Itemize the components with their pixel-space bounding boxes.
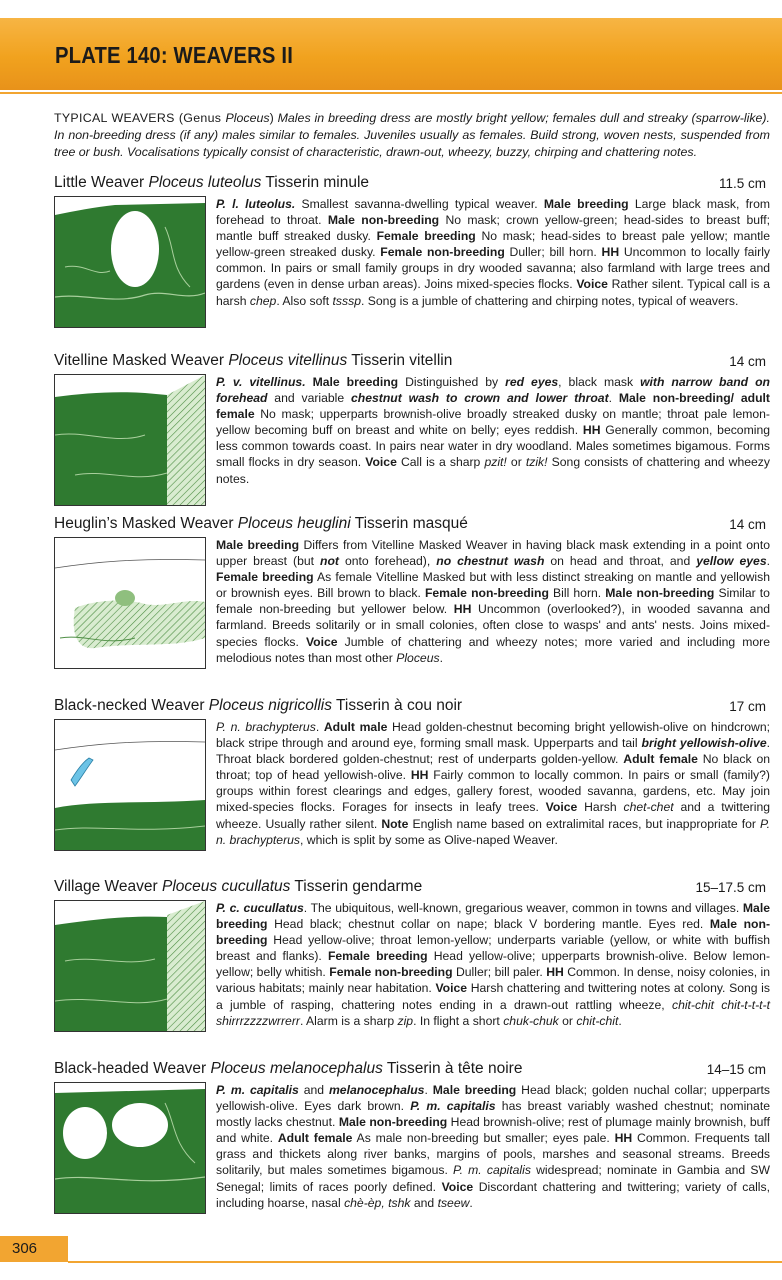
species-entry-vitelline-masked-weaver [54, 350, 770, 487]
description-segment: Voice [435, 981, 468, 996]
species-description [216, 374, 770, 487]
description-segment: HH [614, 1131, 633, 1146]
description-segment: Voice [576, 277, 608, 292]
description-segment: Head black; chestnut collar on nape; black V bordering mantle. Eyes red. [267, 917, 710, 932]
species-entry-village-weaver [54, 876, 770, 1029]
description-segment: No black on throat; top of head yellowish-olive. [216, 752, 770, 783]
species-header [54, 695, 770, 717]
species-header [54, 1058, 770, 1080]
description-segment: No mask; upperparts brownish-olive broadly streaked dusky on mantle; throat pale lemon-yellow becoming buff on breast and white on belly; eyes reddish. [216, 407, 770, 438]
species-size: 14 cm [729, 517, 766, 532]
species-header [54, 172, 770, 194]
description-segment: P. n. brachypterus [216, 720, 316, 734]
species-description [216, 1082, 770, 1211]
description-segment: Female non-breeding [329, 965, 453, 980]
description-segment: Adult female [623, 752, 698, 767]
description-segment: melanocephalus [328, 1083, 425, 1097]
description-segment: Duller; bill paler. [452, 965, 547, 980]
description-segment: . [424, 1083, 433, 1097]
species-description [216, 537, 770, 666]
description-segment: P. l. luteolus. [216, 197, 296, 211]
description-segment: yellow eyes [696, 554, 767, 569]
description-segment: Large black mask, from forehead to throat. [216, 197, 770, 228]
description-segment: As male non-breeding but smaller; eyes pale. [352, 1131, 615, 1146]
description-segment: Male breeding [216, 538, 300, 552]
range-map [54, 900, 206, 1032]
species-common-name: Heuglin’s Masked Weaver [54, 515, 234, 532]
description-segment: Jumble of chattering and wheezy notes; more varied and including more melodious notes than most other [216, 634, 771, 665]
species-french-name: Tisserin à cou noir [336, 697, 463, 714]
description-segment: tseew [437, 1195, 470, 1210]
description-segment: Female non-breeding [424, 586, 549, 601]
genus-intro [54, 110, 770, 161]
species-scientific-name: Ploceus luteolus [148, 174, 262, 191]
species-common-name: Vitelline Masked Weaver [54, 352, 225, 369]
description-segment: As female Vitelline Masked but with less distinct streaking on mantle and yellowish or brownish eyes. Bill brown to black. [216, 570, 770, 601]
description-segment: tzik! [525, 455, 548, 470]
description-segment: Male non-breeding [338, 1115, 448, 1130]
description-segment: Rather silent. Typical call is a harsh [216, 277, 770, 308]
intro-lead: TYPICAL WEAVERS (Genus [54, 111, 226, 125]
description-segment: , which is split by some as Olive-naped Weaver. [300, 832, 558, 847]
description-segment: chuk-chuk [503, 1013, 559, 1028]
description-segment: red eyes [505, 375, 559, 389]
description-segment: chet-chet [623, 800, 674, 815]
species-common-name: Little Weaver [54, 174, 145, 191]
description-segment: chit-chit [576, 1013, 619, 1028]
species-description [216, 719, 770, 848]
description-segment: or [506, 455, 526, 470]
range-map [54, 719, 206, 851]
description-segment: bright yellowish-olive [641, 736, 767, 751]
description-segment: Female breeding [327, 949, 428, 964]
range-map [54, 374, 206, 506]
description-segment: Generally common, becoming less common towards coast. In pairs near water in dry woodland. Males sometimes bigamous. Forms small flocks in dry season. [216, 423, 771, 470]
species-size: 15–17.5 cm [695, 880, 766, 895]
description-segment: Similar to female non-breeding but yellower below. [216, 586, 770, 617]
species-header [54, 513, 770, 535]
species-size: 11.5 cm [718, 176, 766, 191]
description-segment: . In flight a short [413, 1013, 504, 1028]
intro-body: Males in breeding dress are mostly bright yellow; females dull and streaky (sparrow-like). In non-breeding dress (if any) males similar to females. Juveniles usually as females. Build strong, woven nests, suspended from tree or bush. Vocalisations typically consist of characteristic, drawn-out, wheezy, buzzy, chirping and chattering notes. [54, 111, 770, 159]
description-segment: Voice [305, 634, 338, 649]
description-segment: . Song is a jumble of chattering and chirping notes, typical of weavers. [361, 293, 739, 308]
description-segment: Bill horn. [548, 586, 606, 601]
species-french-name: Tisserin minule [265, 174, 370, 191]
description-segment: . [618, 1013, 622, 1028]
description-segment: Adult female [277, 1131, 353, 1146]
description-segment: Head yellow-olive; upperparts brownish-olive. Below lemon-yellow; belly whitish. [216, 949, 770, 980]
description-segment: No mask; head-sides to breast pale yellow; mantle yellow-green streaked dusky. [216, 229, 770, 260]
species-french-name: Tisserin vitellin [351, 352, 453, 369]
description-segment: Male breeding [216, 901, 771, 932]
description-segment: . [766, 554, 770, 569]
description-segment: Voice [441, 1179, 474, 1194]
species-entry-black-necked-weaver [54, 695, 770, 848]
species-size: 14 cm [729, 354, 766, 369]
description-segment: and [410, 1195, 438, 1210]
intro-genus: Ploceus [225, 111, 270, 125]
description-segment: chep [249, 293, 277, 308]
description-segment: Ploceus [396, 650, 440, 665]
species-scientific-name: Ploceus melanocephalus [210, 1060, 383, 1077]
species-scientific-name: Ploceus nigricollis [208, 697, 332, 714]
description-segment: , black mask [558, 375, 641, 389]
description-segment: onto forehead), [338, 554, 437, 569]
plate-title: PLATE 140: WEAVERS II [55, 42, 293, 68]
species-french-name: Tisserin gendarme [294, 878, 423, 895]
description-segment: P. m. capitalis [216, 1083, 299, 1097]
description-segment: Harsh [577, 800, 624, 815]
description-segment: not [320, 554, 339, 569]
description-segment: Smallest savanna-dwelling typical weaver. [295, 197, 544, 211]
description-segment: . [439, 650, 443, 665]
description-segment: . [469, 1195, 473, 1210]
description-segment: chit-chit chit-t-t-t-t shirrrzzzzwrrerr [216, 997, 770, 1028]
species-scientific-name: Ploceus heuglini [237, 515, 351, 532]
description-segment: HH [453, 602, 472, 617]
description-segment: and [298, 1083, 329, 1097]
species-description [216, 196, 770, 309]
description-segment: . [315, 720, 324, 734]
range-map [54, 1082, 206, 1214]
intro-lead-close: ) [269, 111, 278, 125]
species-entry-black-headed-weaver [54, 1058, 770, 1211]
description-segment: HH [410, 768, 429, 783]
description-segment: Note [381, 816, 409, 831]
description-segment: Discordant chattering and twittering; variety of calls, including hoarse, nasal [216, 1179, 770, 1210]
description-segment: tsssp [332, 293, 361, 308]
page-number: 306 [0, 1236, 68, 1262]
description-segment: Head golden-chestnut becoming bright yellowish-olive on hindcrown; black stripe through and around eye, forming small mask. Upperparts and tail [216, 720, 770, 751]
species-common-name: Black-necked Weaver [54, 697, 205, 714]
description-segment: Male non-breeding [216, 917, 770, 948]
species-scientific-name: Ploceus cucullatus [162, 878, 291, 895]
description-segment: Head brownish-olive; rest of plumage mainly brownish, buff and white. [216, 1115, 770, 1146]
description-segment: or [558, 1013, 577, 1028]
description-segment: zip [397, 1013, 414, 1028]
description-segment: P. c. cucullatus [216, 901, 304, 915]
description-segment: Adult male [323, 720, 388, 734]
species-common-name: Black-headed Weaver [54, 1060, 207, 1077]
species-size: 14–15 cm [706, 1062, 766, 1077]
description-segment: Female breeding [216, 570, 314, 585]
description-segment: Voice [545, 800, 578, 815]
description-segment: Male non-breeding [605, 586, 715, 601]
species-entry-heuglins-masked-weaver [54, 513, 770, 666]
species-description [216, 900, 770, 1029]
description-segment: pzit! [484, 455, 507, 470]
description-segment: . Also soft [276, 293, 333, 308]
description-segment: and a twittering wheeze. Usually rather silent. [216, 800, 771, 831]
description-segment: Voice [365, 455, 397, 470]
description-segment: with narrow band on forehead [216, 375, 770, 406]
description-segment: P. v. vitellinus. [216, 375, 306, 389]
description-segment: Common. In dense, noisy colonies, in various habitats; mainly near habitation. [216, 965, 770, 996]
description-segment: HH [601, 245, 620, 260]
description-segment: chestnut wash to crown and lower throat [350, 391, 609, 406]
page-footer-rule [68, 1261, 782, 1263]
description-segment: No mask; crown yellow-green; head-sides to breast buff; mantle buff streaked dusky. [216, 213, 770, 244]
description-segment: Song consists of chattering and wheezy notes. [216, 455, 770, 486]
description-segment: . Throat black bordered golden-chestnut; rest of underparts golden-yellow. [216, 736, 771, 767]
description-segment: has breast variably washed chestnut; nominate mostly lacks chestnut. [216, 1099, 770, 1130]
species-size: 17 cm [729, 699, 766, 714]
description-segment: Male breeding [312, 375, 399, 389]
description-segment: Uncommon to locally fairly common. In pairs or small family groups in dry wooded savanna; also farmland with large trees and gardens (even in dense urban areas). Joins mixed-species flocks. [216, 245, 770, 292]
description-segment: P. m. capitalis [410, 1099, 496, 1114]
description-segment: HH [546, 965, 564, 980]
species-common-name: Village Weaver [54, 878, 158, 895]
description-segment: chè-èp, tshk [344, 1195, 411, 1210]
range-map [54, 537, 206, 669]
description-segment: Male non-breeding [327, 213, 440, 228]
description-segment: on head and throat, and [544, 554, 697, 569]
description-segment: Male non-breeding/ adult female [216, 391, 770, 422]
species-header [54, 876, 770, 898]
description-segment: . Alarm is a sharp [299, 1013, 398, 1028]
description-segment: Call is a sharp [396, 455, 485, 470]
description-segment: P. m. capitalis [453, 1163, 531, 1178]
description-segment: Male breeding [543, 197, 629, 211]
description-segment: Duller; bill horn. [504, 245, 602, 260]
banner-rule [0, 92, 782, 94]
description-segment: English name based on extralimital races, but inappropriate for [408, 816, 761, 831]
description-segment: Female breeding [376, 229, 476, 244]
description-segment: no chestnut wash [436, 554, 545, 569]
species-french-name: Tisserin masqué [354, 515, 468, 532]
description-segment: Head black; golden nuchal collar; upperparts yellowish-olive. Eyes dark brown. [216, 1083, 771, 1114]
description-segment [306, 375, 313, 389]
range-map [54, 196, 206, 328]
description-segment: . The ubiquitous, well-known, gregarious weaver, common in towns and villages. [303, 901, 743, 915]
species-french-name: Tisserin à tête noire [386, 1060, 523, 1077]
description-segment: Fairly common to locally common. In pairs or small (family?) groups within forest clearings and edges, gallery forest, wooded savanna, gardens, etc. May join mixed-species flocks. Forages for insects in leafy trees. [216, 768, 770, 815]
description-segment: widespread; nominate in Gambia and SW Senegal; limits of races poorly defined. [216, 1163, 770, 1194]
description-segment: . [608, 391, 619, 406]
description-segment: Differs from Vitelline Masked Weaver in having black mask extending in a point onto upper breast (but [216, 538, 770, 569]
description-segment: Distinguished by [398, 375, 506, 389]
description-segment: Harsh chattering and twittering notes at colony. Song is a jumble of rasping, chattering notes ending in a drawn-out rattling wheeze, [216, 981, 770, 1012]
description-segment: P. n. brachypterus [216, 816, 770, 847]
description-segment: Male breeding [432, 1083, 517, 1097]
description-segment: Female non-breeding [380, 245, 505, 260]
species-entry-little-weaver [54, 172, 770, 309]
species-scientific-name: Ploceus vitellinus [228, 352, 348, 369]
description-segment: and variable [267, 391, 351, 406]
description-segment: Uncommon (overlooked?), in wooded savanna and farmland. Breeds solitarily or in small colonies, often close to wasps' and ants' nests. Joins mixed-species flocks. [216, 602, 770, 649]
species-header [54, 350, 770, 372]
description-segment: Head yellow-olive; throat lemon-yellow; underparts variable (yellow, or white with buffish breast and flanks). [216, 933, 770, 964]
description-segment: Common. Frequents tall grass and thickets along river banks, margins of pools, marshes and seasonal streams. Breeds solitarily, but males sometimes bigamous. [216, 1131, 770, 1178]
description-segment: HH [582, 423, 601, 438]
